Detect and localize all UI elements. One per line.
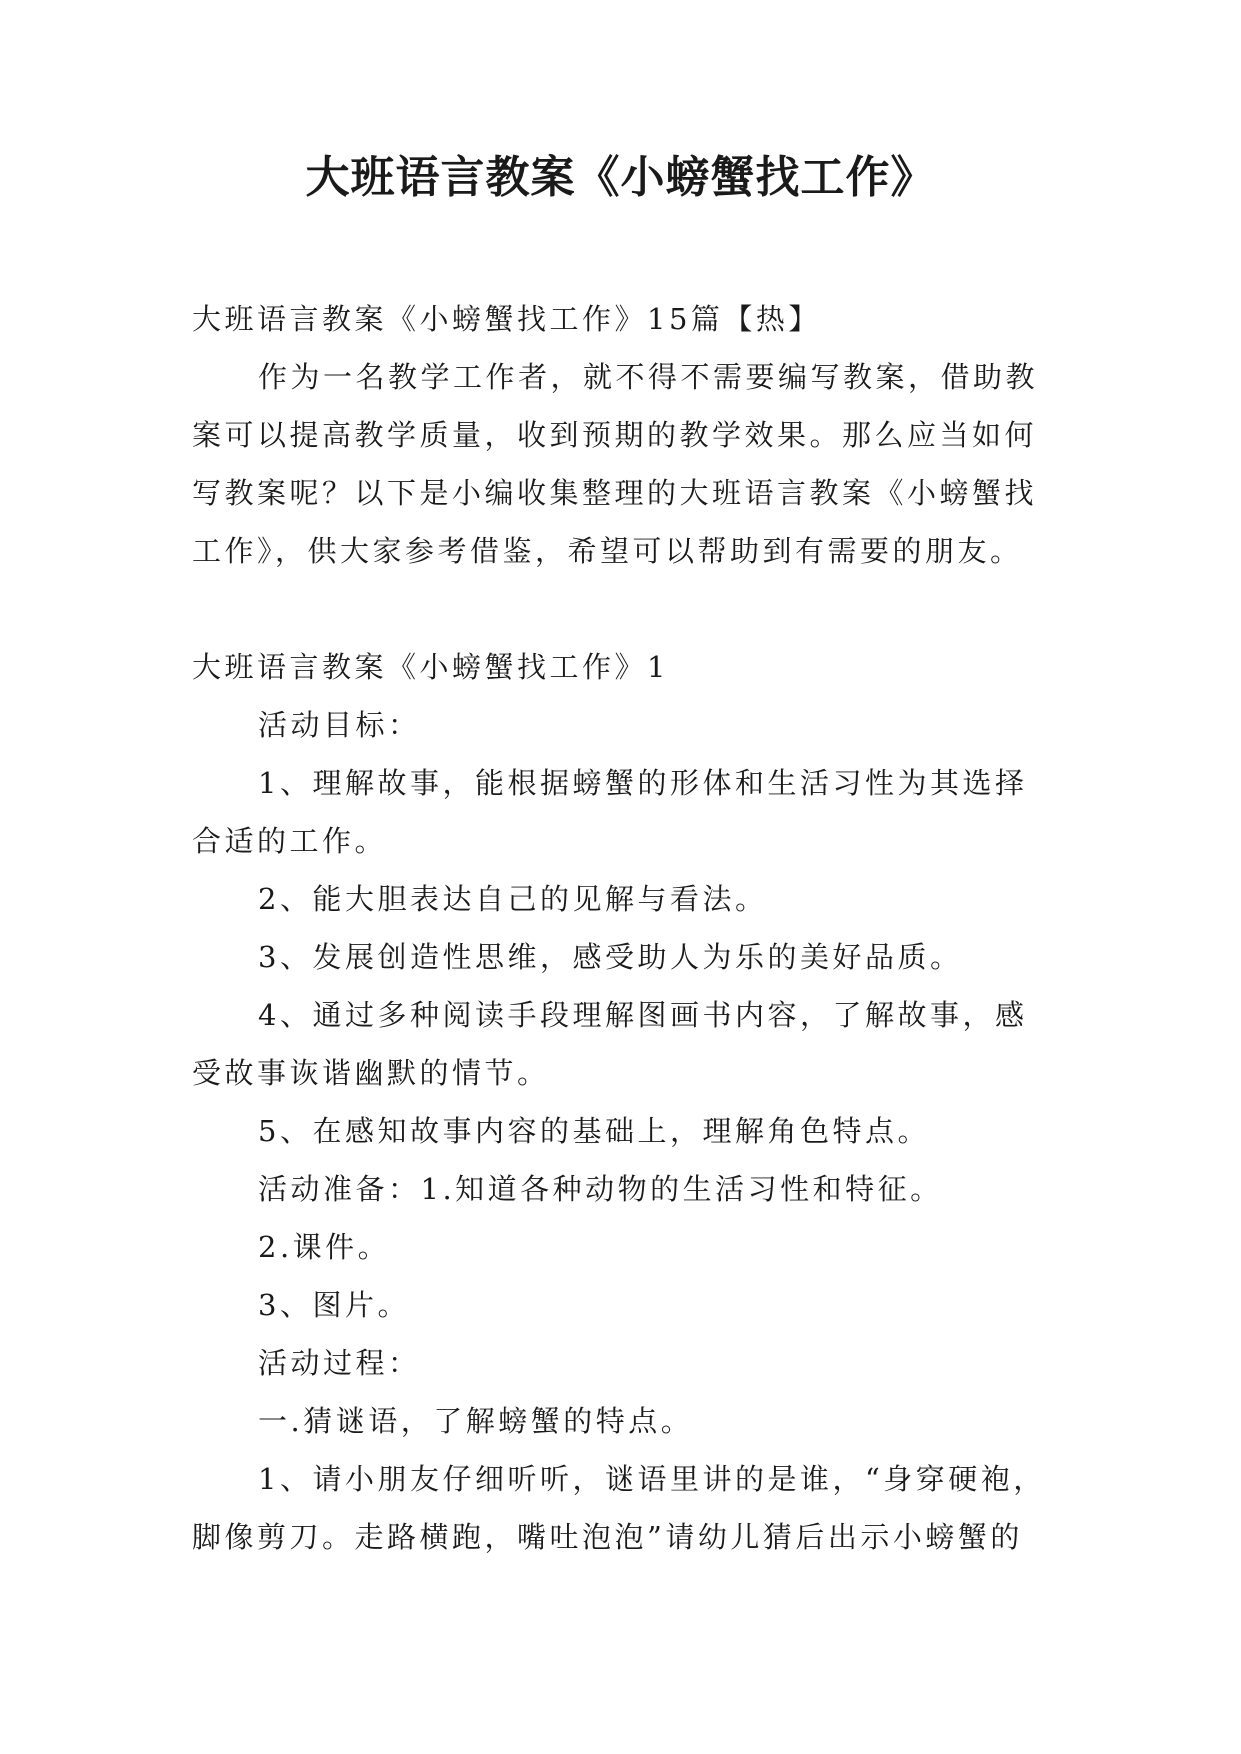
- process-heading: 活动过程：: [258, 1346, 421, 1380]
- document-title: 大班语言教案《小螃蟹找工作》: [305, 152, 936, 203]
- document-body: [192, 290, 1052, 1566]
- paragraph-spacer: [192, 580, 1052, 638]
- prep-item-3: 3、图片。: [258, 1288, 410, 1322]
- section-heading: 大班语言教案《小螃蟹找工作》1: [192, 650, 669, 684]
- goal-item-2: 2、能大胆表达自己的见解与看法。: [258, 882, 768, 916]
- goals-heading: 活动目标：: [258, 708, 421, 742]
- intro-paragraph: 作为一名教学工作者，就不得不需要编写教案，借助教案可以提高教学质量，收到预期的教学效果。那么应当如何写教案呢？以下是小编收集整理的大班语言教案《小螃蟹找工作》，供大家参考借鉴，希望可以帮助到有需要的朋友。: [192, 360, 1039, 568]
- prep-item-1: 活动准备：1.知道各种动物的生活习性和特征。: [258, 1172, 943, 1206]
- prep-item-2: 2.课件。: [258, 1230, 391, 1264]
- goal-item-5: 5、在感知故事内容的基础上，理解角色特点。: [258, 1114, 930, 1148]
- document-subtitle: 大班语言教案《小螃蟹找工作》15篇【热】: [192, 302, 821, 336]
- process-step-1-1: 1、请小朋友仔细听听，谜语里讲的是谁，“身穿硬袍，脚像剪刀。走路横跑，嘴吐泡泡”请幼儿猜后出示小螃蟹的: [192, 1462, 1046, 1554]
- goal-item-1: 1、理解故事，能根据螃蟹的形体和生活习性为其选择合适的工作。: [192, 766, 1028, 858]
- goal-item-3: 3、发展创造性思维，感受助人为乐的美好品质。: [258, 940, 963, 974]
- goal-item-4: 4、通过多种阅读手段理解图画书内容，了解故事，感受故事诙谐幽默的情节。: [192, 998, 1028, 1090]
- process-step-1: 一.猜谜语，了解螃蟹的特点。: [258, 1404, 694, 1438]
